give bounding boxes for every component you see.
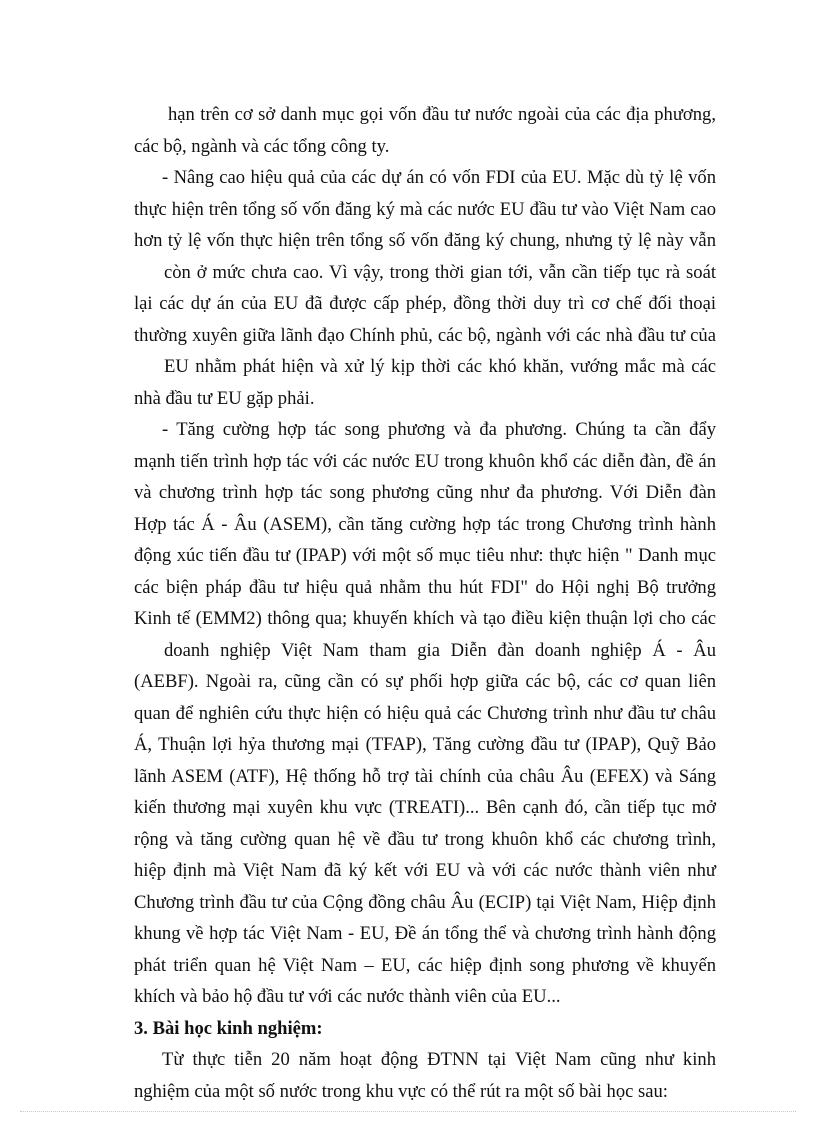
text-line: còn ở mức chưa cao. Vì vậy, trong thời gian tới, vẫn cần tiếp tục rà soát (164, 261, 716, 283)
page-bottom-divider (20, 1111, 796, 1112)
text-line: rộng và tăng cường quan hệ về đầu tư trong khuôn khổ các chương trình, (134, 828, 716, 850)
text-line: hạn trên cơ sở danh mục gọi vốn đầu tư nước ngoài của các địa phương, (168, 104, 716, 125)
text-line: động xúc tiến đầu tư (IPAP) với một số mục tiêu như: thực hiện " Danh mục (134, 545, 716, 566)
text-line: thực hiện trên tổng số vốn đăng ký mà các nước EU đầu tư vào Việt Nam cao (134, 198, 716, 220)
text-line: nghiệm của một số nước trong khu vực có thể rút ra một số bài học sau: (134, 1080, 668, 1102)
text-line: (AEBF). Ngoài ra, cũng cần có sự phối hợp giữa các bộ, các cơ quan liên (134, 671, 716, 692)
body-text (134, 99, 716, 1107)
text-line: EU nhằm phát hiện và xử lý kịp thời các khó khăn, vướng mắc mà các (164, 356, 716, 377)
text-line: quan để nghiên cứu thực hiện có hiệu quả các Chương trình như đầu tư châu (134, 702, 716, 724)
text-line: Từ thực tiễn 20 năm hoạt động ĐTNN tại Việt Nam cũng như kinh (162, 1049, 716, 1070)
text-line: mạnh tiến trình hợp tác với các nước EU trong khuôn khổ các diễn đàn, đề án (134, 450, 716, 472)
text-line: khung về hợp tác Việt Nam - EU, Đề án tổng thể và chương trình hành động (134, 923, 716, 944)
text-line: hiệp định mà Việt Nam đã ký kết với EU và với các nước thành viên như (134, 860, 716, 881)
text-line: các bộ, ngành và các tổng công ty. (134, 135, 390, 157)
text-line: Hợp tác Á - Âu (ASEM), cần tăng cường hợp tác trong Chương trình hành (134, 513, 716, 535)
text-line: thường xuyên giữa lãnh đạo Chính phủ, các bộ, ngành với các nhà đầu tư của (134, 324, 716, 346)
text-line: và chương trình hợp tác song phương cũng như đa phương. Với Diễn đàn (134, 482, 716, 503)
text-line: các biện pháp đầu tư hiệu quả nhằm thu hút FDI" do Hội nghị Bộ trưởng (134, 576, 716, 598)
text-line: - Tăng cường hợp tác song phương và đa phương. Chúng ta cần đẩy (162, 419, 716, 440)
text-line: lại các dự án của EU đã được cấp phép, đồng thời duy trì cơ chế đối thoại (134, 293, 716, 314)
text-line: Kinh tế (EMM2) thông qua; khuyến khích và tạo điều kiện thuận lợi cho các (134, 608, 716, 629)
text-line: nhà đầu tư EU gặp phải. (134, 387, 315, 409)
text-line: hơn tỷ lệ vốn thực hiện trên tổng số vốn đăng ký chung, nhưng tỷ lệ này vẫn (134, 230, 716, 251)
text-line: phát triển quan hệ Việt Nam – EU, các hiệp định song phương về khuyến (134, 954, 716, 976)
text-line: Á, Thuận lợi hỷa thương mại (TFAP), Tăng cường đầu tư (IPAP), Quỹ Bảo (134, 734, 716, 755)
text-line: doanh nghiệp Việt Nam tham gia Diễn đàn doanh nghiệp Á - Âu (164, 639, 716, 661)
text-line: - Nâng cao hiệu quả của các dự án có vốn FDI của EU. Mặc dù tỷ lệ vốn (162, 167, 716, 188)
text-line: lãnh ASEM (ATF), Hệ thống hỗ trợ tài chính của châu Âu (EFEX) và Sáng (134, 765, 716, 787)
text-line: khích và bảo hộ đầu tư với các nước thành viên của EU... (134, 986, 561, 1007)
text-line: Chương trình đầu tư của Cộng đồng châu Âu (ECIP) tại Việt Nam, Hiệp định (134, 891, 716, 913)
text-line: kiến thương mại xuyên khu vực (TREATI)... Bên cạnh đó, cần tiếp tục mở (134, 797, 716, 818)
section-heading: 3. Bài học kinh nghiệm: (134, 1017, 323, 1039)
